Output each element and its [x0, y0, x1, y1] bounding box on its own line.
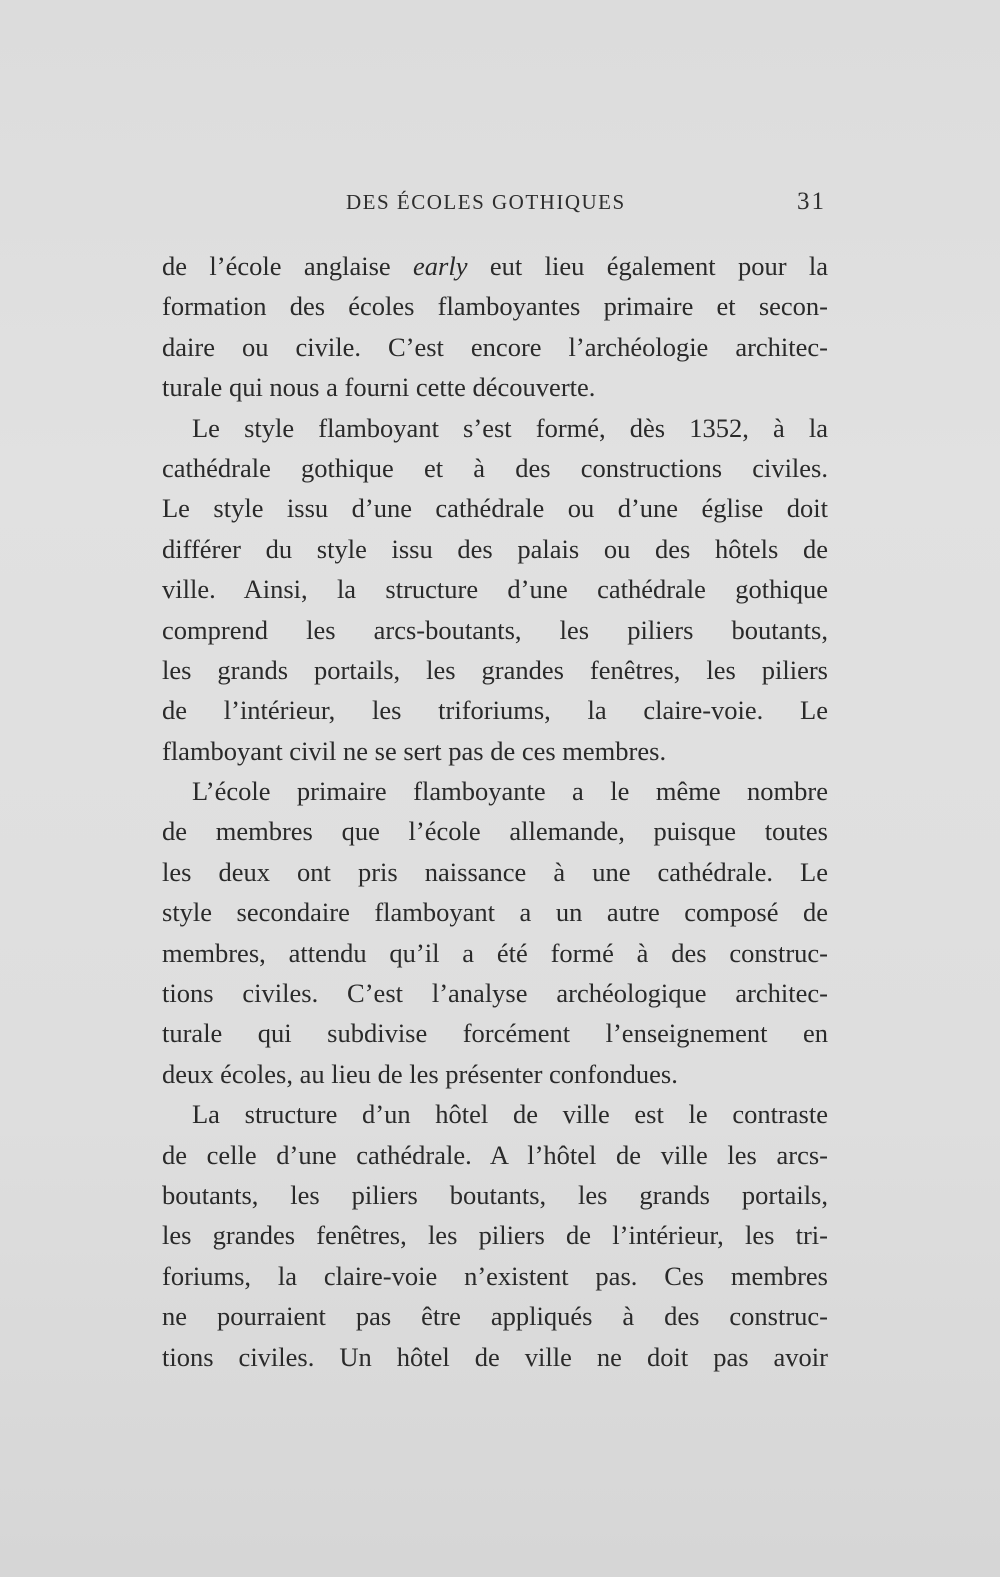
text-line: tions civiles. Un hôtel de ville ne doit pas avoir	[162, 1341, 828, 1372]
running-head	[160, 190, 830, 220]
text-line: les grands portails, les grandes fenêtres, les piliers	[162, 654, 828, 685]
text-line: de l’école anglaise early eut lieu également pour la	[162, 251, 829, 281]
running-title: DES ÉCOLES GOTHIQUES	[346, 190, 626, 214]
text-line: cathédrale gothique et à des constructions civiles.	[162, 452, 828, 483]
text-line: turale qui nous a fourni cette découverte.	[162, 372, 596, 403]
paragraph-first-line: Le style flamboyant s’est formé, dès 1352, à la	[192, 412, 828, 443]
text-line: les grandes fenêtres, les piliers de l’intérieur, les tri-	[162, 1220, 828, 1251]
text-line: style secondaire flamboyant a un autre composé de	[162, 897, 828, 928]
text-line: membres, attendu qu’il a été formé à des construc-	[162, 937, 828, 968]
italic-word: early	[413, 251, 468, 281]
text-line: tions civiles. C’est l’analyse archéologique architec-	[162, 978, 828, 1009]
text-line: de celle d’une cathédrale. A l’hôtel de ville les arcs-	[162, 1139, 828, 1170]
text-line: de l’intérieur, les triforiums, la claire-voie. Le	[162, 695, 828, 726]
text-line: de membres que l’école allemande, puisque toutes	[162, 816, 828, 847]
body-text	[162, 246, 828, 1377]
text-line: comprend les arcs-boutants, les piliers boutants,	[162, 614, 828, 645]
paragraph-first-line: La structure d’un hôtel de ville est le contraste	[192, 1099, 828, 1130]
text-line: les deux ont pris naissance à une cathédrale. Le	[162, 856, 828, 887]
text-line: turale qui subdivise forcément l’enseignement en	[162, 1018, 828, 1049]
text-line: formation des écoles flamboyantes primaire et secon-	[162, 291, 828, 322]
paragraph-first-line: L’école primaire flamboyante a le même nombre	[192, 776, 828, 807]
text-line: flamboyant civil ne se sert pas de ces membres.	[162, 735, 667, 766]
text-line: ville. Ainsi, la structure d’une cathédrale gothique	[162, 574, 828, 605]
text-line: différer du style issu des palais ou des hôtels de	[162, 533, 828, 564]
text-line: ne pourraient pas être appliqués à des construc-	[162, 1301, 828, 1332]
text-line: Le style issu d’une cathédrale ou d’une église doit	[162, 493, 828, 524]
text-line: foriums, la claire-voie n’existent pas. Ces membres	[162, 1260, 828, 1291]
text-line: deux écoles, au lieu de les présenter confondues.	[162, 1058, 678, 1089]
text-line: daire ou civile. C’est encore l’archéologie architec-	[162, 331, 828, 362]
page-number: 31	[797, 188, 826, 215]
text-line: boutants, les piliers boutants, les grands portails,	[162, 1179, 828, 1210]
